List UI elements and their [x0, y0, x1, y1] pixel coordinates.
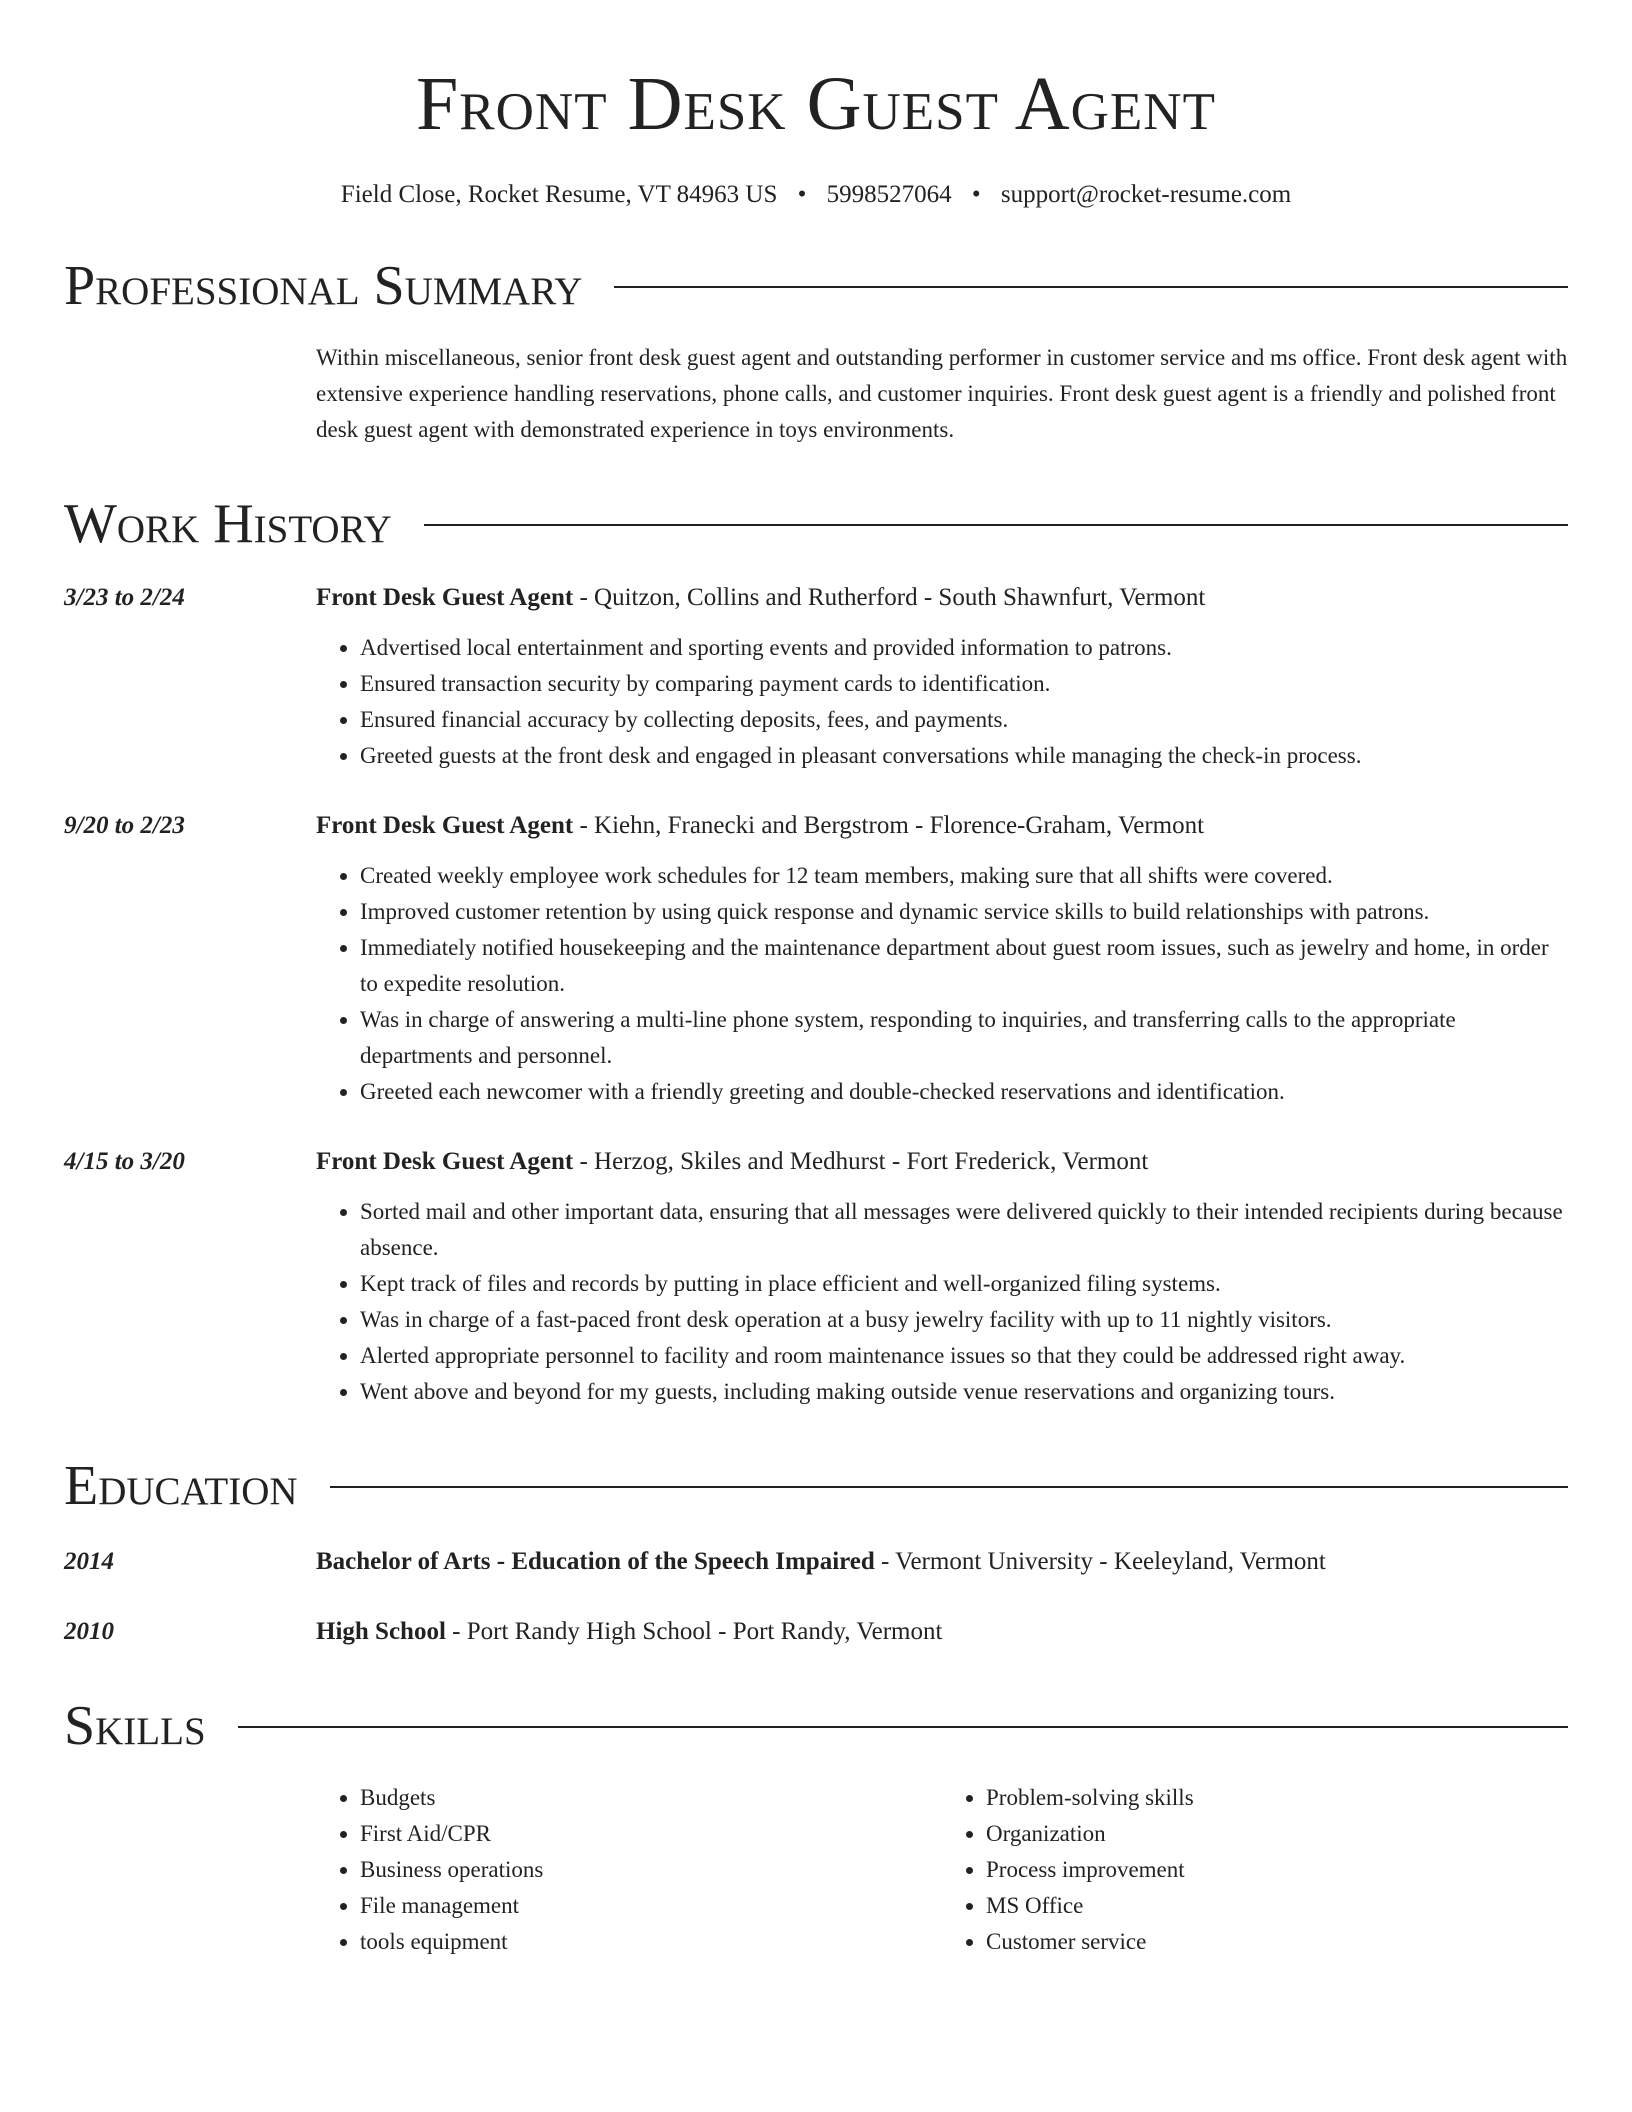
degree-name: Bachelor of Arts - Education of the Speech Impaired: [316, 1548, 875, 1575]
contact-phone: 5998527064: [826, 181, 952, 208]
section-divider: [614, 286, 1568, 288]
section-divider: [330, 1486, 1568, 1488]
contact-email: support@rocket-resume.com: [1000, 181, 1292, 208]
skills-column-right: [942, 1780, 1568, 1960]
work-dates: 9/20 to 2/23: [64, 812, 185, 839]
skill-item: • Organization: [986, 1816, 1568, 1852]
work-section-title: Work History: [64, 493, 392, 555]
job-title: Front Desk Guest Agent: [316, 584, 574, 611]
degree-name: High School: [316, 1618, 446, 1645]
list-item: • Alerted appropriate personnel to facility and room maintenance issues so that they could be addressed right away.: [360, 1338, 1568, 1374]
section-divider: [424, 524, 1568, 526]
list-item: • Went above and beyond for my guests, including making outside venue reservations and organizing tours.: [360, 1374, 1568, 1410]
contact-address: Field Close, Rocket Resume, VT 84963 US: [340, 181, 778, 208]
list-item: • Advertised local entertainment and sporting events and provided information to patrons.: [360, 630, 1568, 666]
work-entry: [64, 580, 1568, 774]
education-section-title: Education: [64, 1455, 298, 1517]
skill-item: • Budgets: [360, 1780, 942, 1816]
section-divider: [238, 1726, 1568, 1728]
skill-item: • Customer service: [986, 1924, 1568, 1960]
list-item: • Greeted each newcomer with a friendly greeting and double-checked reservations and identification.: [360, 1074, 1568, 1110]
work-headline: [316, 580, 1568, 616]
school-details: - Vermont University - Keeleyland, Vermont: [874, 1548, 1326, 1575]
job-employer: - Quitzon, Collins and Rutherford - South Shawnfurt, Vermont: [573, 584, 1206, 611]
list-item: • Greeted guests at the front desk and engaged in pleasant conversations while managing the check-in process.: [360, 738, 1568, 774]
school-details: - Port Randy High School - Port Randy, Vermont: [445, 1618, 943, 1645]
list-item: • Ensured financial accuracy by collecting deposits, fees, and payments.: [360, 702, 1568, 738]
candidate-name: Front Desk Guest Agent: [416, 62, 1216, 146]
contact-line: [64, 180, 1568, 210]
list-item: • Sorted mail and other important data, ensuring that all messages were delivered quickly to their intended recipients during because absence.: [360, 1194, 1568, 1266]
skill-item: • Process improvement: [986, 1852, 1568, 1888]
list-item: • Immediately notified housekeeping and the maintenance department about guest room issues, such as jewelry and home, in order to expedite resolution.: [360, 930, 1568, 1002]
skills-section-header: [64, 1696, 1568, 1756]
skill-item: • MS Office: [986, 1888, 1568, 1924]
work-bullets: [316, 630, 1568, 774]
work-section-header: [64, 494, 1568, 554]
job-title: Front Desk Guest Agent: [316, 812, 574, 839]
education-year: 2014: [64, 1548, 114, 1575]
job-employer: - Herzog, Skiles and Medhurst - Fort Frederick, Vermont: [573, 1148, 1149, 1175]
list-item: • Was in charge of answering a multi-line phone system, responding to inquiries, and transferring calls to the appropriate departments and personnel.: [360, 1002, 1568, 1074]
skills-section-title: Skills: [64, 1695, 206, 1757]
education-entry: [64, 1544, 1568, 1580]
education-entry: [64, 1614, 1568, 1650]
summary-text: Within miscellaneous, senior front desk guest agent and outstanding performer in customer service and ms office. Front desk agent with extensive experience handling reservations, phone calls, and customer inquiries. Front desk guest agent is a friendly and polished front desk guest agent with demonstrated experience in toys environments.: [316, 345, 1568, 442]
contact-separator: •: [971, 181, 981, 208]
education-headline: [316, 1544, 1568, 1580]
contact-separator: •: [797, 181, 807, 208]
work-bullets: [316, 1194, 1568, 1410]
list-item: • Created weekly employee work schedules for 12 team members, making sure that all shifts were covered.: [360, 858, 1568, 894]
education-section-header: [64, 1456, 1568, 1516]
work-headline: [316, 808, 1568, 844]
skill-item: • File management: [360, 1888, 942, 1924]
work-bullets: [316, 858, 1568, 1110]
skill-item: • Business operations: [360, 1852, 942, 1888]
work-headline: [316, 1144, 1568, 1180]
skill-item: • tools equipment: [360, 1924, 942, 1960]
education-year: 2010: [64, 1618, 114, 1645]
work-entry: [64, 1144, 1568, 1410]
job-employer: - Kiehn, Franecki and Bergstrom - Florence-Graham, Vermont: [573, 812, 1205, 839]
skills-list: [316, 1780, 1568, 1960]
skill-item: • First Aid/CPR: [360, 1816, 942, 1852]
education-headline: [316, 1614, 1568, 1650]
summary-section-header: [64, 256, 1568, 316]
work-entry: [64, 808, 1568, 1110]
summary-section-title: Professional Summary: [64, 255, 583, 317]
skills-column-left: [316, 1780, 942, 1960]
list-item: • Improved customer retention by using quick response and dynamic service skills to build relationships with patrons.: [360, 894, 1568, 930]
list-item: • Ensured transaction security by comparing payment cards to identification.: [360, 666, 1568, 702]
skill-item: • Problem-solving skills: [986, 1780, 1568, 1816]
work-dates: 4/15 to 3/20: [64, 1148, 185, 1175]
list-item: • Kept track of files and records by putting in place efficient and well-organized filing systems.: [360, 1266, 1568, 1302]
job-title: Front Desk Guest Agent: [316, 1148, 574, 1175]
list-item: • Was in charge of a fast-paced front desk operation at a busy jewelry facility with up to 11 nightly visitors.: [360, 1302, 1568, 1338]
work-dates: 3/23 to 2/24: [64, 584, 185, 611]
